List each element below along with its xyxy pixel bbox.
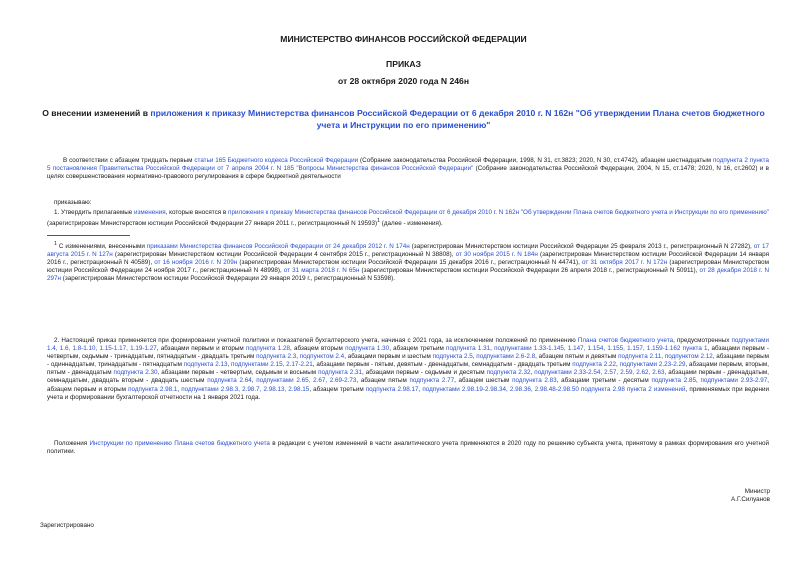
- item-2-link[interactable]: подпункта 2.5: [432, 353, 473, 361]
- item-2-text: ,: [696, 377, 701, 385]
- item-2-text: , абзацами первым и вторым: [156, 345, 246, 353]
- item-2-link[interactable]: подпункта 1.31: [446, 345, 491, 353]
- item-2-text: , абзацами третьим - десятым: [556, 377, 652, 385]
- analytics-text: в редакции с учетом изменений в части аналитического учета применяются в 2020 году по решению субъекта учета, принятому в рамках формирования его учетной политики.: [47, 440, 769, 456]
- item-2-text: ,: [616, 361, 620, 369]
- item-2-text: , предусмотренных: [673, 337, 732, 344]
- item-2-link[interactable]: подпункта 2.30: [113, 369, 158, 377]
- chart-of-accounts-link[interactable]: Плана счетов бюджетного учета: [174, 440, 270, 447]
- item-2-link[interactable]: подпункта 2.98.17: [365, 385, 419, 393]
- analytics-paragraph: [47, 440, 769, 456]
- item-2-link[interactable]: подпункта 2.13: [183, 361, 228, 369]
- footnote-text: (зарегистрирован Министерством юстиции Российской Федерации 29 января 2019 г., регистрационный N 53598).: [60, 275, 396, 283]
- item-1-text: 1. Утвердить прилагаемые: [54, 209, 135, 216]
- instruction-link[interactable]: Инструкции по применению: [89, 440, 172, 447]
- item-2-link[interactable]: подпунктом 2.4: [299, 353, 345, 361]
- item-2-text: ,: [661, 353, 665, 361]
- item-2-text: , абзацами первым и шестым: [344, 353, 433, 361]
- item-2-paragraph: [47, 337, 769, 402]
- footnote-text: (зарегистрирован Министерством юстиции Российской Федерации 4 сентября 2015 г., регистрационный N 38808),: [112, 251, 456, 259]
- item-2-link[interactable]: подпункта 2.3: [256, 353, 297, 361]
- footnote-text: (зарегистрирован Министерством юстиции Российской Федерации 14 января 2016 г., регистрационный N 40589),: [47, 251, 770, 267]
- item-2-link[interactable]: подпунктами 2.98.19-2.98.34, 2.98.36, 2.98.48-2.98.50 подпункта 2.98 пункта 2 изменений: [422, 385, 686, 393]
- item-2-text: , абзацами первым, вторым, пятым - двенадцатым: [47, 361, 769, 377]
- item-2-text: , абзацами первым - четвертым, седьмым - тринадцатым, пятнадцатым - двадцать третьим: [47, 345, 770, 361]
- footnote-link[interactable]: от 31 октября 2017 г. N 172н: [582, 259, 668, 267]
- footnote-text: (зарегистрирован Министерством юстиции Российской Федерации 24 ноября 2017 г., регистрационный N 48998),: [47, 259, 769, 275]
- item-2-text: , абзацем первым и вторым: [47, 377, 769, 393]
- item-2-link[interactable]: подпунктами 1.33-1.145, 1.147, 1.154, 1.155, 1.157, 1.159-1.162 пункта 1: [494, 345, 708, 353]
- item-1-text: (далее - изменения).: [380, 220, 443, 228]
- item-2-text: ,: [472, 353, 477, 361]
- item-2-link[interactable]: подпунктами 1.4, 1.6, 1.8-1.10, 1.15-1.17, 1.19-1.27: [47, 337, 769, 353]
- budget-code-link[interactable]: статьи 165 Бюджетного кодекса Российской Федерации: [194, 157, 359, 164]
- item-2-link[interactable]: подпункта 2.77: [409, 377, 455, 385]
- preamble-text: В соответствии с абзацем тридцать первым: [63, 157, 195, 164]
- footnote-text: (зарегистрирован Министерством юстиции Российской Федерации 26 апреля 2018 г., регистрационный N 50911),: [359, 267, 700, 275]
- item-2-link[interactable]: подпункта 2.31: [318, 369, 362, 377]
- item-2-text: , применяемых при ведении учета и формировании бухгалтерской отчетности на 1 января 2021 года.: [47, 385, 770, 401]
- footnote-link[interactable]: от 17 августа 2015 г. N 127н: [47, 243, 769, 259]
- item-2-text: ,: [530, 369, 535, 377]
- doc-type-heading: ПРИКАЗ: [386, 59, 421, 69]
- item-2-link[interactable]: подпунктом 2.12: [664, 353, 713, 361]
- footnote-link[interactable]: приказами Министерства финансов Российской Федерации от 24 декабря 2012 г. N 174н: [146, 243, 410, 251]
- item-2-link[interactable]: подпункта 2.32: [486, 369, 531, 377]
- footnote-link[interactable]: от 28 декабря 2018 г. N 297н: [47, 267, 770, 283]
- item-1-text: , которые вносятся в: [165, 209, 229, 216]
- item-1-text: (зарегистрирован Министерством юстиции Российской Федерации 27 января 2011 г., регистрационный N 19593): [47, 220, 378, 228]
- item-2-link[interactable]: подпунктами 2.15, 2.17-2.21: [231, 361, 313, 369]
- item-2-text: ,: [296, 353, 300, 361]
- item-2-text: , абзацем вторым: [290, 345, 346, 353]
- date-number-heading: от 28 октября 2020 года N 246н: [337, 76, 470, 86]
- preamble-paragraph: [47, 157, 769, 181]
- item-2-link[interactable]: подпункта 1.28: [245, 345, 291, 353]
- item-2-text: , абзацами первым - двенадцатым, семнадцатым, двадцать вторым - двадцать шестым: [47, 369, 769, 385]
- item-2-link[interactable]: подпунктами 2.23-2.29: [619, 361, 686, 369]
- item-2-link[interactable]: подпункта 2.85: [651, 377, 697, 385]
- signature-block: [731, 488, 770, 504]
- title-link[interactable]: приложения к приказу Министерства финансов Российской Федерации от 6 декабря 2010 г. N 162н "Об утверждении Плана счетов бюджетного учета и Инструкции по его применению": [150, 108, 765, 130]
- footnote-marker: 1: [54, 241, 57, 247]
- preamble-text: (Собрание законодательства Российской Федерации, 2004, N 15, ст.1478; 2020, N 16, ст.2602) и в целях совершенствования нормативно-правового регулирования в сфере бюджетной деятельности: [47, 165, 770, 181]
- analytics-text: Положения: [54, 440, 90, 447]
- footnote-ref[interactable]: 1: [377, 218, 380, 225]
- footnote-link[interactable]: от 30 ноября 2015 г. N 184н: [455, 251, 538, 259]
- order-title: [40, 107, 767, 131]
- item-2-text: , абзацем шестым: [454, 377, 513, 385]
- item-1-paragraph: [47, 209, 769, 228]
- title-prefix: О внесении изменений в: [42, 108, 151, 118]
- item-2-link[interactable]: Плана счетов бюджетного учета: [577, 337, 674, 344]
- item-2-text: , абзацем третьим: [309, 385, 366, 393]
- item-2-text: 2. Настоящий приказ применяется при формировании учетной политики и показателей бухгалтерского учета, начиная с 2021 года, за исключением положений по применению: [54, 337, 578, 344]
- footnote-text: (зарегистрирован Министерством юстиции Российской Федерации 25 февраля 2013 г., регистрационный N 27282),: [409, 243, 754, 251]
- item-2-text: , абзацами первым - одиннадцатым, тринадцатым - пятнадцатым: [47, 353, 769, 369]
- item-2-text: , абзацем третьим: [389, 345, 447, 353]
- item-2-text: , абзацами первым - четвертым, седьмым и восьмым: [157, 369, 319, 377]
- item-2-link[interactable]: подпункта 2.83: [512, 377, 557, 385]
- registered-note: Зарегистрировано: [40, 522, 94, 529]
- item-2-text: ,: [251, 377, 257, 385]
- footnote-text: С изменениями, внесенными: [56, 243, 147, 251]
- item-2-text: , абзацами первым - пятым, девятым - двенадцатым, семнадцатым - двадцать третьим: [312, 361, 573, 369]
- item-2-text: ,: [418, 385, 423, 393]
- item-2-text: , абзацами первым - седьмым и десятым: [361, 369, 487, 377]
- signer-name: А.Г.Силуанов: [731, 496, 770, 504]
- item-2-text: ,: [177, 385, 182, 393]
- footnote-link[interactable]: от 31 марта 2018 г. N 65н: [283, 267, 360, 275]
- item-2-link[interactable]: подпункта 2.11: [618, 353, 662, 361]
- item-2-link[interactable]: подпунктами 2.6-2.8: [476, 353, 536, 361]
- order-162n-link[interactable]: приложения к приказу Министерства финансов Российской Федерации от 6 декабря 2010 г. N 162н "Об утверждении Плана счетов бюджетного учета и Инструкции по его применению": [228, 209, 769, 216]
- footnote-text: (зарегистрирован Министерством юстиции Российской Федерации 15 декабря 2016 г., регистрационный N 44741),: [237, 259, 582, 267]
- item-2-link[interactable]: подпунктами 2.33-2.54, 2.57, 2.59, 2.62, 2.63: [534, 369, 665, 377]
- item-2-link[interactable]: подпунктами 2.93-2.97: [700, 377, 768, 385]
- item-2-link[interactable]: подпункта 1.30: [345, 345, 390, 353]
- footnote-link[interactable]: от 16 ноября 2016 г. N 209н: [154, 259, 238, 267]
- item-2-link[interactable]: подпункта 2.98.1: [128, 385, 178, 393]
- item-2-link[interactable]: подпункта 2.22: [572, 361, 616, 369]
- footnote-separator: [47, 235, 130, 236]
- item-2-text: , абзацем пятым: [356, 377, 410, 385]
- ministry-heading: МИНИСТЕРСТВО ФИНАНСОВ РОССИЙСКОЙ ФЕДЕРАЦИИ: [280, 34, 527, 44]
- signer-position: Министр: [744, 488, 770, 495]
- item-2-text: , абзацем пятым и девятым: [535, 353, 619, 361]
- item-2-text: ,: [227, 361, 232, 369]
- item-2-link[interactable]: подпункта 2.64: [207, 377, 252, 385]
- footnote-paragraph: [47, 240, 769, 284]
- item-2-link[interactable]: подпунктами 2.98.3, 2.98.7, 2.98.13, 2.98.15: [181, 385, 310, 393]
- government-decree-link[interactable]: подпункта 2 пункта 5 постановления Правительства Российской Федерации от 7 апреля 2004 г. N 185 "Вопросы Министерства финансов Российской Федерации": [47, 157, 769, 173]
- order-word: приказываю:: [54, 199, 92, 206]
- changes-link[interactable]: изменения: [134, 209, 166, 216]
- item-2-text: ,: [490, 345, 495, 353]
- item-2-link[interactable]: подпунктами 2.65, 2.67, 2.69-2.73: [256, 377, 357, 385]
- preamble-text: (Собрание законодательства Российской Федерации, 1998, N 31, ст.3823; 2020, N 30, ст.4742), абзацем шестнадцатым: [358, 157, 713, 164]
